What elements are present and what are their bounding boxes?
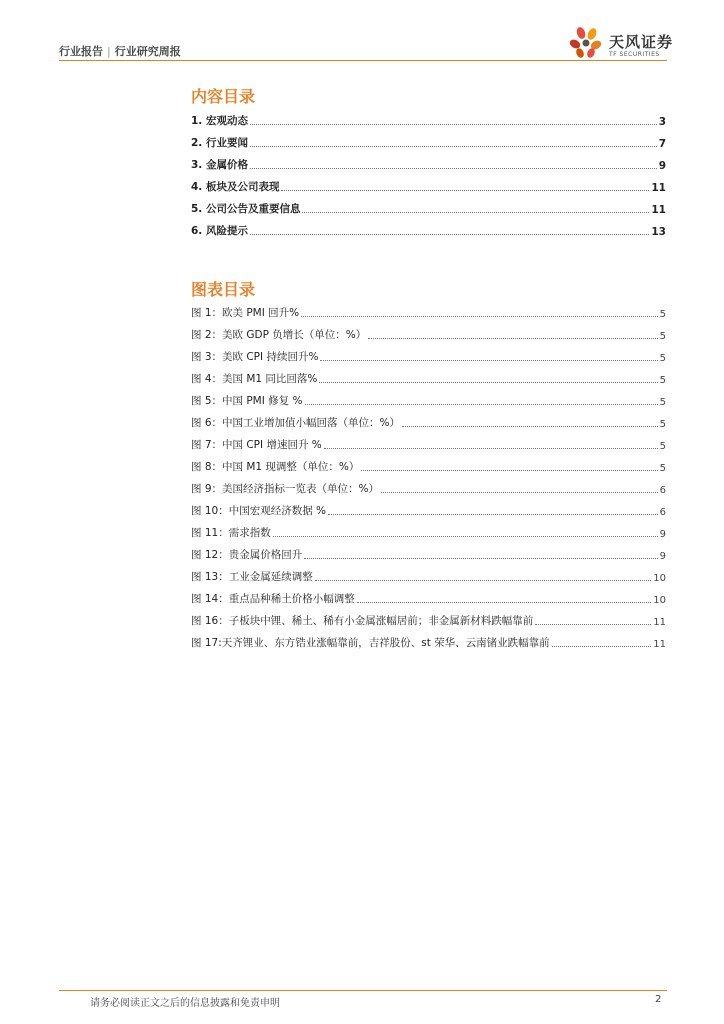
figures-title: 图表目录	[191, 280, 256, 299]
leader-dots	[250, 168, 657, 169]
figure-item-page: 5	[659, 375, 666, 386]
disclaimer-note: 请务必阅读正文之后的信息披露和免责申明	[90, 998, 280, 1009]
figure-item-label: 图 13：工业金属延续调整	[191, 571, 313, 583]
toc-item[interactable]	[191, 178, 666, 194]
leader-dots	[535, 624, 651, 625]
figure-item-label: 图 14：重点品种稀土价格小幅调整	[191, 593, 355, 605]
leader-dots	[281, 190, 649, 191]
figure-item-label: 图 5：中国 PMI 修复 %	[191, 395, 303, 407]
subcategory-label: 行业研究周报	[114, 45, 181, 58]
figure-item-label: 图 4：美国 M1 同比回落%	[191, 373, 318, 385]
figure-item-label: 图 1：欧美 PMI 回升%	[191, 307, 300, 319]
leader-dots	[302, 212, 649, 213]
leader-dots	[320, 360, 657, 361]
toc-item-page: 11	[651, 204, 666, 216]
figure-item-label: 图 6：中国工业增加值小幅回落（单位：%）	[191, 417, 400, 429]
figure-item-page: 9	[659, 529, 666, 540]
figure-item-page: 5	[659, 463, 666, 474]
toc-item-page: 13	[651, 226, 666, 238]
leader-dots	[250, 234, 649, 235]
figure-item-label: 图 11：需求指数	[191, 527, 271, 539]
category-separator: |	[107, 45, 111, 58]
leader-dots	[381, 492, 658, 493]
figure-item[interactable]	[191, 546, 666, 562]
figure-item-label: 图 8：中国 M1 现调整（单位：%）	[191, 461, 360, 473]
leader-dots	[357, 602, 652, 603]
logo-chinese-name: 天风证券	[609, 33, 674, 51]
leader-dots	[328, 514, 658, 515]
figure-item[interactable]	[191, 326, 666, 342]
figure-item-page: 9	[659, 551, 666, 562]
toc-item[interactable]	[191, 156, 666, 172]
figure-item-label: 图 16：子板块中锂、稀土、稀有小金属涨幅居前；非金属新材料跌幅靠前	[191, 615, 534, 627]
figure-item[interactable]	[191, 568, 666, 584]
figure-item-label: 图 17:天齐锂业、东方锆业涨幅靠前，吉祥股份、st 荣华、云南锗业跌幅靠前	[191, 637, 550, 649]
header-divider	[59, 60, 667, 61]
figure-item-page: 11	[653, 639, 666, 650]
figure-item[interactable]	[191, 590, 666, 606]
footer-divider	[59, 990, 667, 991]
toc-item[interactable]	[191, 134, 666, 150]
report-category	[59, 43, 181, 59]
figure-item[interactable]	[191, 502, 666, 518]
figure-item[interactable]	[191, 634, 666, 650]
leader-dots	[273, 536, 658, 537]
flower-logo-icon	[567, 24, 607, 60]
figure-item-label: 图 12：贵金属价格回升	[191, 549, 303, 561]
figure-item-page: 5	[659, 441, 666, 452]
toc-item-page: 7	[658, 138, 666, 150]
figure-item[interactable]	[191, 436, 666, 452]
figure-item[interactable]	[191, 414, 666, 430]
leader-dots	[324, 448, 658, 449]
figure-item[interactable]	[191, 458, 666, 474]
figure-item[interactable]	[191, 524, 666, 540]
figure-item-label: 图 9：美国经济指标一览表（单位：%）	[191, 483, 379, 495]
toc-item[interactable]	[191, 222, 666, 238]
figure-item-label: 图 10：中国宏观经济数据 %	[191, 505, 327, 517]
toc-item-label: 3. 金属价格	[191, 159, 248, 171]
toc-item-label: 5. 公司公告及重要信息	[191, 203, 301, 215]
toc-item[interactable]	[191, 112, 666, 128]
toc-item-page: 9	[658, 160, 666, 172]
category-label: 行业报告	[59, 45, 103, 58]
page-number: 2	[655, 994, 662, 1005]
figure-item[interactable]	[191, 348, 666, 364]
figure-item[interactable]	[191, 392, 666, 408]
figure-item-page: 6	[659, 485, 666, 496]
leader-dots	[402, 426, 658, 427]
leader-dots	[361, 470, 657, 471]
leader-dots	[250, 124, 657, 125]
leader-dots	[315, 580, 652, 581]
figure-item[interactable]	[191, 370, 666, 386]
figure-item-page: 5	[659, 419, 666, 430]
leader-dots	[305, 404, 658, 405]
company-logo	[567, 24, 677, 60]
toc-item-label: 2. 行业要闻	[191, 137, 248, 149]
figure-item-page: 5	[659, 331, 666, 342]
figure-item[interactable]	[191, 304, 666, 320]
figure-item[interactable]	[191, 612, 666, 628]
leader-dots	[301, 316, 657, 317]
toc-title: 内容目录	[191, 87, 256, 106]
figure-item[interactable]	[191, 480, 666, 496]
toc-item[interactable]	[191, 200, 666, 216]
figure-item-label: 图 2：美欧 GDP 负增长（单位：%）	[191, 329, 367, 341]
toc-item-label: 1. 宏观动态	[191, 115, 248, 127]
figure-item-page: 5	[659, 309, 666, 320]
toc-item-page: 3	[658, 116, 666, 128]
figure-item-label: 图 7：中国 CPI 增速回升 %	[191, 439, 322, 451]
figure-item-page: 10	[653, 595, 666, 606]
toc-item-label: 4. 板块及公司表现	[191, 181, 280, 193]
toc-item-page: 11	[651, 182, 666, 194]
leader-dots	[304, 558, 657, 559]
figure-item-page: 6	[659, 507, 666, 518]
toc-item-label: 6. 风险提示	[191, 225, 248, 237]
leader-dots	[368, 338, 657, 339]
figure-item-page: 5	[659, 397, 666, 408]
figure-item-label: 图 3：美欧 CPI 持续回升%	[191, 351, 319, 363]
figure-item-page: 10	[653, 573, 666, 584]
leader-dots	[319, 382, 657, 383]
figure-item-page: 11	[653, 617, 666, 628]
figure-item-page: 5	[659, 353, 666, 364]
logo-english-name: TF SECURITIES	[609, 51, 660, 58]
leader-dots	[552, 646, 652, 647]
leader-dots	[250, 146, 657, 147]
